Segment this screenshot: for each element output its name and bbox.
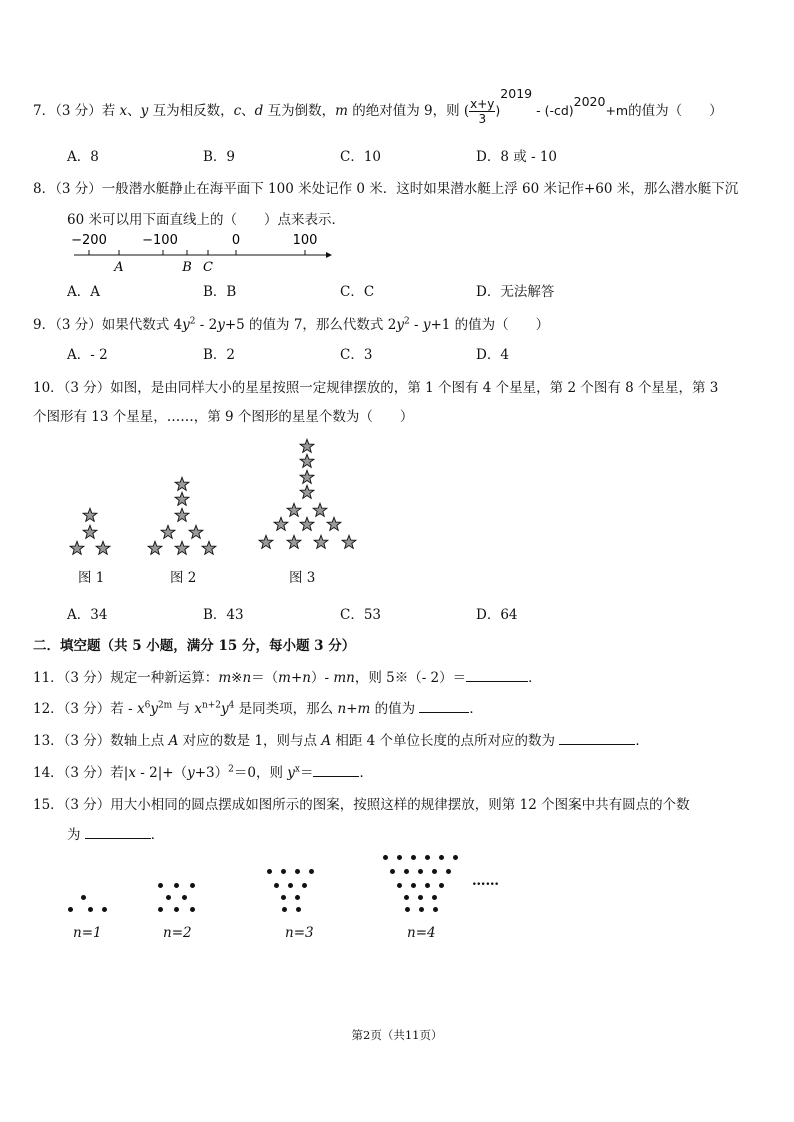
question-15-line2: 为 ． bbox=[67, 827, 165, 843]
pattern-dot bbox=[81, 895, 86, 900]
point-label-c: C bbox=[203, 260, 213, 275]
pattern-dot bbox=[419, 907, 424, 912]
pattern-dot bbox=[418, 895, 423, 900]
pattern-n2-label: n=2 bbox=[163, 925, 192, 941]
star-icon bbox=[82, 524, 98, 540]
question-11: 11．（3 分）规定一种新运算：m※n＝（m+n）- mn，则 5※（- 2）＝ ． bbox=[33, 670, 542, 686]
q8-option-b[interactable]: B．B bbox=[203, 284, 237, 300]
figure-3-label: 图 3 bbox=[289, 570, 316, 586]
question-12: 12．（3 分）若 - $x^6y^{2m}$ 与 $x^{n+2}y^4$ 是同类项，那么 n+m 的值为 ． bbox=[33, 700, 483, 717]
star-icon bbox=[299, 469, 315, 485]
page-footer: 第2页（共11页） bbox=[351, 1028, 443, 1042]
answer-blank-15[interactable] bbox=[85, 826, 151, 839]
question-14: 14．（3 分）若$|x - 2|+(y+3)^2=0$，则 $y^x=$ ． bbox=[33, 764, 373, 781]
q7-option-a[interactable]: A．8 bbox=[67, 149, 99, 165]
q8-option-a[interactable]: A．A bbox=[67, 284, 100, 300]
pattern-dot bbox=[88, 907, 93, 912]
pattern-dot bbox=[182, 895, 187, 900]
q10-option-c[interactable]: C．53 bbox=[340, 607, 382, 623]
pattern-dot bbox=[439, 855, 444, 860]
question-9-stem: 9．（3 分）如果代数式 $4y^2 - 2y+5$ 的值为 7，那么代数式 $2y^2 - y+1$ 的值为（ ） bbox=[33, 316, 550, 333]
point-label-b: B bbox=[182, 260, 192, 275]
pattern-dot bbox=[411, 855, 416, 860]
question-7-stem: 7．（3 分）若 x、y 互为相反数，c、d 互为倒数，m 的绝对值为 9，则 ( $\frac{x+y}{3}$ )$^{2019} - (-cd)^{2020}+m$的值为（ ） bbox=[33, 85, 723, 126]
question-13: 13．（3 分）数轴上点 A 对应的数是 1，则与点 A 相距 4 个单位长度的点所对应的数为 ． bbox=[33, 733, 649, 749]
q9-option-c[interactable]: C．3 bbox=[340, 347, 373, 363]
pattern-dot bbox=[295, 895, 300, 900]
pattern-dot bbox=[390, 869, 395, 874]
pattern-dot bbox=[102, 907, 107, 912]
star-icon bbox=[299, 484, 315, 500]
star-icon bbox=[95, 540, 111, 556]
q8-option-d[interactable]: D．无法解答 bbox=[476, 284, 555, 300]
q8-option-c[interactable]: C．C bbox=[340, 284, 375, 300]
q7-option-c[interactable]: C．10 bbox=[340, 149, 382, 165]
pattern-dot bbox=[68, 907, 73, 912]
pattern-n3-label: n=3 bbox=[285, 925, 314, 941]
pattern-dot bbox=[453, 855, 458, 860]
star-icon bbox=[299, 438, 315, 454]
pattern-dot bbox=[288, 883, 293, 888]
star-icon bbox=[188, 524, 204, 540]
q7-option-b[interactable]: B．9 bbox=[203, 149, 236, 165]
pattern-dot bbox=[174, 907, 179, 912]
pattern-n4-label: n=4 bbox=[407, 925, 436, 941]
pattern-dot bbox=[425, 883, 430, 888]
answer-blank-13[interactable] bbox=[559, 732, 635, 745]
tick-label-100: 100 bbox=[292, 233, 318, 248]
pattern-dot bbox=[433, 907, 438, 912]
star-icon bbox=[147, 540, 163, 556]
q7-option-d[interactable]: D．8 或 - 10 bbox=[476, 149, 558, 165]
star-icon bbox=[69, 540, 85, 556]
q9-option-b[interactable]: B．2 bbox=[203, 347, 236, 363]
pattern-dot bbox=[296, 907, 301, 912]
star-icon bbox=[286, 534, 302, 550]
pattern-dot bbox=[190, 907, 195, 912]
pattern-dot bbox=[166, 895, 171, 900]
tick-label-0: 0 bbox=[231, 233, 241, 248]
tick-label-minus-200: −200 bbox=[71, 233, 107, 248]
star-icon bbox=[174, 540, 190, 556]
pattern-n1-label: n=1 bbox=[73, 925, 102, 941]
star-icon bbox=[258, 534, 274, 550]
pattern-dot bbox=[281, 895, 286, 900]
star-icon bbox=[160, 524, 176, 540]
star-icon bbox=[299, 516, 315, 532]
pattern-dot bbox=[397, 883, 402, 888]
pattern-dot bbox=[302, 883, 307, 888]
pattern-dot bbox=[190, 883, 195, 888]
question-10-stem-line2: 个图形有 13 个星星，……，第 9 个图形的星星个数为（ ） bbox=[33, 409, 414, 425]
pattern-dot bbox=[397, 855, 402, 860]
pattern-dot bbox=[439, 883, 444, 888]
tick-label-minus-100: −100 bbox=[142, 233, 178, 248]
q10-option-a[interactable]: A．34 bbox=[67, 607, 108, 623]
pattern-dot bbox=[158, 907, 163, 912]
star-icon bbox=[313, 534, 329, 550]
star-icon bbox=[174, 491, 190, 507]
pattern-dot bbox=[411, 883, 416, 888]
pattern-dot bbox=[158, 883, 163, 888]
star-icon bbox=[82, 507, 98, 523]
figure-1-label: 图 1 bbox=[78, 570, 105, 586]
answer-blank-12[interactable] bbox=[419, 700, 469, 713]
pattern-dot bbox=[174, 883, 179, 888]
question-8-stem-line1: 8．（3 分）一般潜水艇静止在海平面下 100 米处记作 0 米．这时如果潜水艇上浮 60 米记作+60 米，那么潜水艇下沉 bbox=[33, 181, 739, 197]
answer-blank-11[interactable] bbox=[466, 669, 528, 682]
fraction-x-plus-y-over-3: $\frac{x+y}{3}$ bbox=[470, 97, 495, 126]
star-icon bbox=[299, 453, 315, 469]
point-label-a: A bbox=[114, 260, 124, 275]
question-15-line1: 15．（3 分）用大小相同的圆点摆成如图所示的图案，按照这样的规律摆放，则第 12 个图案中共有圆点的个数 bbox=[33, 797, 690, 813]
star-icon bbox=[326, 516, 342, 532]
pattern-dot bbox=[383, 855, 388, 860]
question-10-stem-line1: 10．（3 分）如图，是由同样大小的星星按照一定规律摆放的，第 1 个图有 4 个星星，第 2 个图有 8 个星星，第 3 bbox=[33, 380, 719, 396]
pattern-ellipsis: …… bbox=[472, 873, 499, 889]
pattern-dot bbox=[432, 869, 437, 874]
number-line-figure bbox=[60, 228, 340, 276]
pattern-dot bbox=[405, 907, 410, 912]
answer-blank-14[interactable] bbox=[313, 764, 359, 777]
pattern-dot bbox=[309, 869, 314, 874]
star-icon bbox=[174, 476, 190, 492]
pattern-dot bbox=[446, 869, 451, 874]
q10-option-d[interactable]: D．64 bbox=[476, 607, 518, 623]
pattern-dot bbox=[267, 869, 272, 874]
pattern-dot bbox=[432, 895, 437, 900]
q9-option-a[interactable]: A．- 2 bbox=[67, 347, 108, 363]
q10-option-b[interactable]: B．43 bbox=[203, 607, 244, 623]
pattern-dot bbox=[404, 895, 409, 900]
question-8-stem-line2: 60 米可以用下面直线上的（ ）点来表示． bbox=[67, 212, 345, 228]
star-icon bbox=[174, 507, 190, 523]
figure-2-label: 图 2 bbox=[170, 570, 197, 586]
pattern-dot bbox=[404, 869, 409, 874]
star-icon bbox=[341, 534, 357, 550]
star-icon bbox=[273, 516, 289, 532]
pattern-dot bbox=[281, 869, 286, 874]
pattern-dot bbox=[425, 855, 430, 860]
q9-option-d[interactable]: D．4 bbox=[476, 347, 509, 363]
section-2-heading: 二．填空题（共 5 小题，满分 15 分，每小题 3 分） bbox=[33, 638, 356, 654]
star-icon bbox=[201, 540, 217, 556]
pattern-dot bbox=[282, 907, 287, 912]
pattern-dot bbox=[418, 869, 423, 874]
pattern-dot bbox=[274, 883, 279, 888]
pattern-dot bbox=[295, 869, 300, 874]
